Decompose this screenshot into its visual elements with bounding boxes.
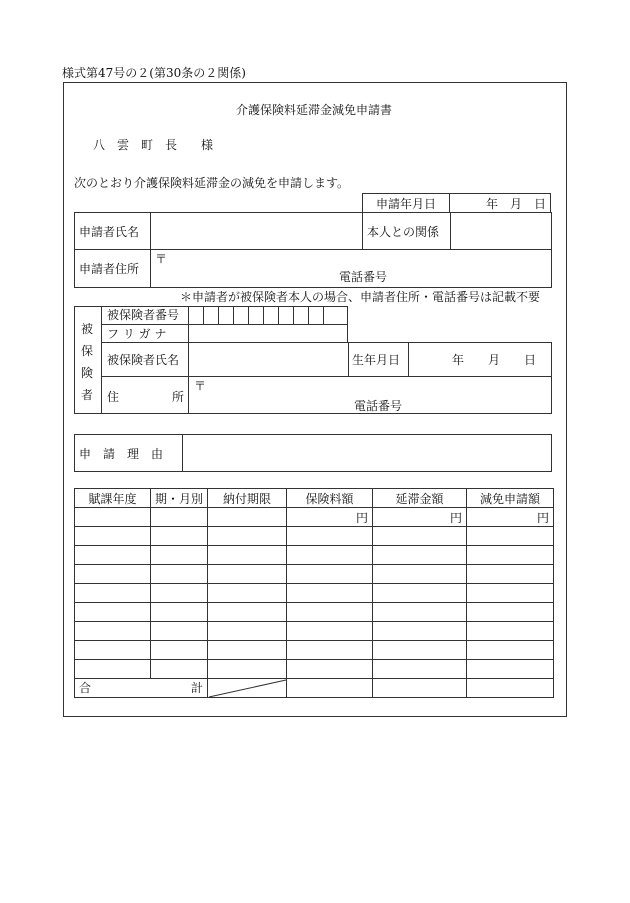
insured-number-label: 被保険者番号 bbox=[107, 308, 180, 322]
table-cell[interactable] bbox=[287, 546, 373, 565]
table-cell[interactable] bbox=[151, 622, 208, 641]
table-cell[interactable] bbox=[208, 508, 287, 527]
insured-block bbox=[74, 306, 552, 416]
table-cell[interactable] bbox=[208, 660, 287, 679]
date-label: 申請年月日 bbox=[363, 194, 450, 213]
phone-label: 電話番号 bbox=[339, 270, 388, 284]
table-cell[interactable] bbox=[151, 546, 208, 565]
table-cell[interactable] bbox=[287, 660, 373, 679]
table-cell[interactable] bbox=[467, 660, 554, 679]
digit-box[interactable] bbox=[308, 306, 323, 325]
table-cell[interactable] bbox=[208, 603, 287, 622]
table-cell[interactable] bbox=[208, 565, 287, 584]
table-cell[interactable] bbox=[208, 546, 287, 565]
yen-unit: 円 bbox=[287, 508, 373, 527]
table-cell[interactable] bbox=[75, 660, 151, 679]
birthdate-label: 生年月日 bbox=[352, 353, 401, 367]
digit-box[interactable] bbox=[293, 306, 308, 325]
table-cell[interactable] bbox=[467, 603, 554, 622]
furigana-label: フ リ ガ ナ bbox=[107, 327, 167, 341]
table-cell[interactable] bbox=[151, 508, 208, 527]
table-cell[interactable] bbox=[373, 603, 467, 622]
table-cell[interactable] bbox=[75, 546, 151, 565]
table-cell[interactable] bbox=[467, 565, 554, 584]
table-cell[interactable] bbox=[151, 641, 208, 660]
insured-number-boxes[interactable] bbox=[188, 306, 348, 325]
applicant-address-field[interactable] bbox=[151, 250, 552, 288]
yen-unit: 円 bbox=[467, 508, 554, 527]
insured-phone-label: 電話番号 bbox=[354, 399, 403, 413]
insured-side-char-3: 険 bbox=[81, 366, 94, 380]
insured-address-label-b: 所 bbox=[172, 390, 185, 404]
reason-field[interactable] bbox=[183, 435, 552, 472]
table-cell[interactable] bbox=[287, 584, 373, 603]
table-cell[interactable] bbox=[75, 508, 151, 527]
total-premium-cell[interactable] bbox=[287, 679, 373, 698]
applicant-table bbox=[74, 212, 552, 288]
digit-box[interactable] bbox=[203, 306, 218, 325]
postal-mark: 〒 bbox=[155, 252, 168, 266]
col-header-late-fee: 延滞金額 bbox=[373, 489, 467, 508]
table-cell[interactable] bbox=[287, 603, 373, 622]
table-cell[interactable] bbox=[373, 622, 467, 641]
digit-box[interactable] bbox=[233, 306, 248, 325]
table-cell[interactable] bbox=[208, 527, 287, 546]
table-cell[interactable] bbox=[75, 565, 151, 584]
table-cell[interactable] bbox=[373, 660, 467, 679]
digit-box[interactable] bbox=[263, 306, 278, 325]
table-cell[interactable] bbox=[467, 641, 554, 660]
yen-unit: 円 bbox=[373, 508, 467, 527]
note-text: ＊申請者が被保険者本人の場合、申請者住所・電話番号は記載不要 bbox=[180, 290, 541, 304]
table-cell[interactable] bbox=[151, 660, 208, 679]
total-label-cell bbox=[75, 679, 208, 698]
form-number: 様式第47号の２(第30条の２関係) bbox=[62, 66, 246, 80]
table-cell[interactable] bbox=[151, 603, 208, 622]
table-cell[interactable] bbox=[208, 641, 287, 660]
reason-table bbox=[74, 434, 552, 472]
table-cell[interactable] bbox=[75, 622, 151, 641]
amount-table bbox=[74, 488, 554, 698]
insured-name-field[interactable] bbox=[190, 344, 346, 375]
digit-box[interactable] bbox=[278, 306, 293, 325]
total-late-fee-cell[interactable] bbox=[373, 679, 467, 698]
applicant-name-field[interactable] bbox=[151, 213, 363, 250]
table-cell[interactable] bbox=[287, 641, 373, 660]
relation-field[interactable] bbox=[451, 213, 552, 250]
table-cell[interactable] bbox=[373, 565, 467, 584]
table-cell[interactable] bbox=[75, 584, 151, 603]
total-reduction-cell[interactable] bbox=[467, 679, 554, 698]
table-cell[interactable] bbox=[373, 584, 467, 603]
diagonal-slash bbox=[208, 679, 287, 698]
table-cell[interactable] bbox=[373, 527, 467, 546]
insured-side-char-2: 保 bbox=[81, 344, 94, 358]
birthdate-field[interactable]: 年 月 日 bbox=[452, 353, 537, 367]
digit-box[interactable] bbox=[248, 306, 263, 325]
col-header-due: 納付期限 bbox=[208, 489, 287, 508]
digit-box[interactable] bbox=[323, 306, 338, 325]
date-table bbox=[362, 193, 551, 213]
addressee: 八 雲 町 長 様 bbox=[93, 138, 214, 152]
table-cell[interactable] bbox=[467, 622, 554, 641]
table-cell[interactable] bbox=[467, 527, 554, 546]
applicant-name-label: 申請者氏名 bbox=[75, 213, 151, 250]
table-cell[interactable] bbox=[151, 565, 208, 584]
table-cell[interactable] bbox=[287, 565, 373, 584]
table-cell[interactable] bbox=[287, 527, 373, 546]
col-header-period: 期・月別 bbox=[151, 489, 208, 508]
relation-label: 本人との関係 bbox=[363, 213, 451, 250]
date-field[interactable]: 年 月 日 bbox=[450, 194, 551, 213]
table-cell[interactable] bbox=[208, 584, 287, 603]
table-cell[interactable] bbox=[151, 584, 208, 603]
total-label-a: 合 bbox=[79, 681, 92, 695]
form-title: 介護保険料延滞金減免申請書 bbox=[236, 103, 393, 117]
furigana-field[interactable] bbox=[190, 325, 346, 342]
col-header-reduction: 減免申請額 bbox=[467, 489, 554, 508]
table-cell[interactable] bbox=[75, 603, 151, 622]
table-cell[interactable] bbox=[151, 527, 208, 546]
insured-name-label: 被保険者氏名 bbox=[107, 353, 180, 367]
table-cell[interactable] bbox=[373, 546, 467, 565]
table-cell[interactable] bbox=[208, 622, 287, 641]
intro-text: 次のとおり介護保険料延滞金の減免を申請します。 bbox=[74, 176, 350, 190]
reason-label: 申 請 理 由 bbox=[75, 435, 183, 472]
insured-address-label-a: 住 bbox=[107, 390, 120, 404]
table-cell[interactable] bbox=[75, 527, 151, 546]
total-label-b: 計 bbox=[191, 681, 204, 695]
insured-side-char-4: 者 bbox=[81, 388, 94, 402]
digit-box[interactable] bbox=[218, 306, 233, 325]
insured-side-char-1: 被 bbox=[81, 322, 94, 336]
table-cell[interactable] bbox=[373, 641, 467, 660]
insured-postal-mark: 〒 bbox=[194, 379, 207, 393]
applicant-address-label: 申請者住所 bbox=[75, 250, 151, 288]
table-cell[interactable] bbox=[467, 584, 554, 603]
table-cell[interactable] bbox=[75, 641, 151, 660]
table-cell[interactable] bbox=[467, 546, 554, 565]
total-due-cell bbox=[208, 679, 287, 698]
insured-address-field[interactable] bbox=[210, 378, 550, 412]
digit-box[interactable] bbox=[188, 306, 203, 325]
table-cell[interactable] bbox=[287, 622, 373, 641]
col-header-year: 賦課年度 bbox=[75, 489, 151, 508]
col-header-premium: 保険料額 bbox=[287, 489, 373, 508]
